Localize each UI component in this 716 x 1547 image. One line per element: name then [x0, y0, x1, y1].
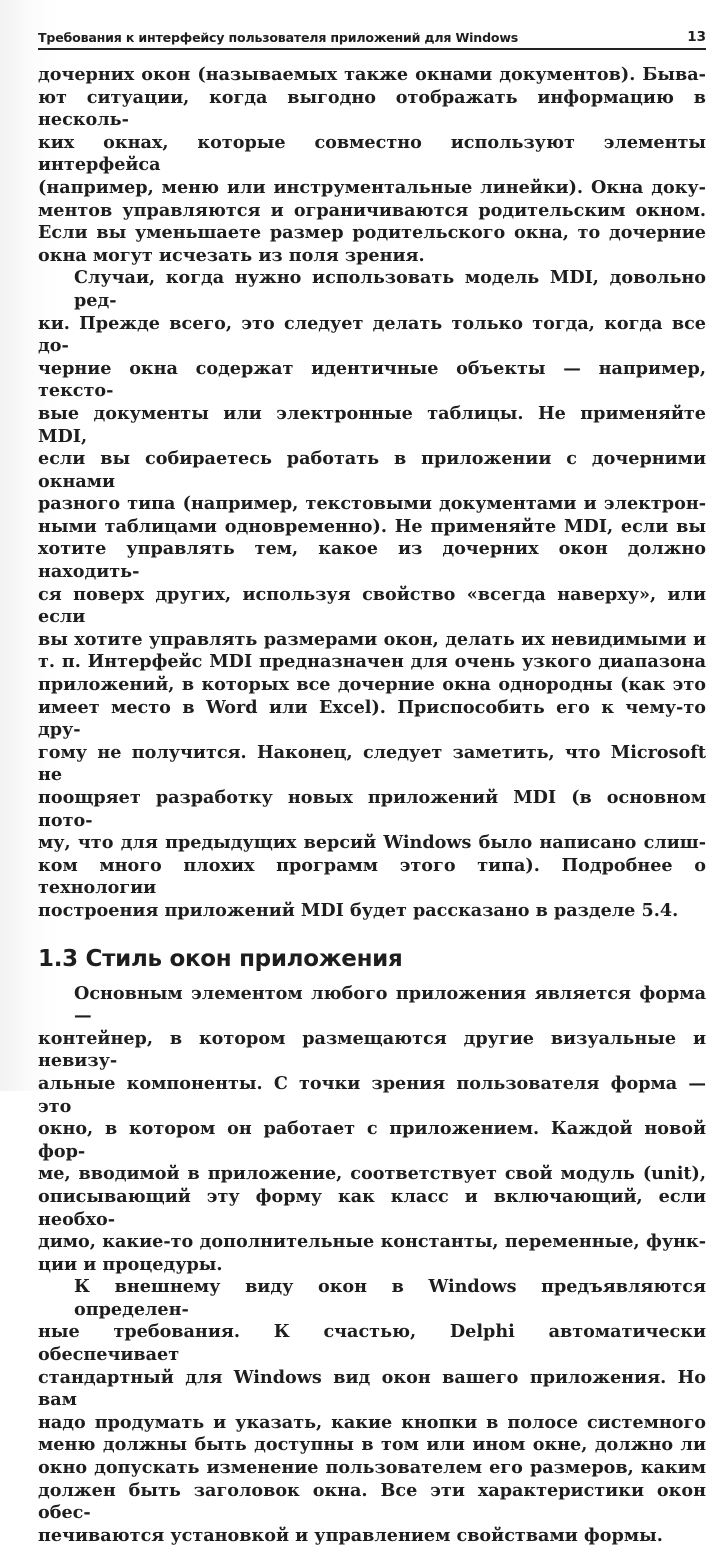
text-line: дочерних окон (называемых также окнами документов). Быва-	[38, 64, 706, 85]
text-line: построения приложений MDI будет рассказано в разделе 5.4.	[38, 899, 679, 921]
text-line: ментов управляются и ограничиваются родительским окном.	[38, 199, 706, 221]
text-line: Случаи, когда нужно использовать модель MDI, довольно ред-	[74, 267, 706, 311]
text-line: вы хотите управлять размерами окон, делать их невидимыми и	[38, 628, 706, 650]
text-line: ции и процедуры.	[38, 1253, 223, 1275]
text-line: окна могут исчезать из поля зрения.	[38, 244, 425, 266]
text-line: Если вы уменьшаете размер родительского окна, то дочерние	[38, 222, 706, 244]
text-line: хотите управлять тем, какое из дочерних окон должно находить-	[38, 538, 706, 583]
paragraph-form-intro	[38, 983, 706, 1277]
paragraph-mdi-usage	[38, 267, 706, 922]
paragraph-window-style	[38, 1276, 706, 1547]
text-line: ся поверх других, используя свойство «всегда наверху», или если	[38, 583, 706, 628]
text-line: ют ситуации, когда выгодно отображать информацию в несколь-	[38, 86, 706, 131]
text-line: если вы собираетесь работать в приложении с дочерними окнами	[38, 448, 706, 492]
text-line: ки. Прежде всего, это следует делать только тогда, когда все до-	[38, 312, 706, 357]
text-line: имеет место в Word или Excel). Приспособить его к чему-то дру-	[38, 696, 706, 741]
text-line: ные требования. К счастью, Delphi автоматически обеспечивает	[38, 1321, 706, 1366]
text-line: окно, в котором он работает с приложением. Каждой новой фор-	[38, 1118, 706, 1162]
text-line: меню должны быть доступны в том или ином окне, должно ли	[38, 1434, 706, 1456]
text-line: му, что для предыдущих версий Windows было написано слиш-	[38, 832, 706, 854]
text-line: разного типа (например, текстовыми документами и электрон-	[38, 493, 706, 515]
text-line: ком много плохих программ этого типа). Подробнее о технологии	[38, 854, 706, 899]
page-number: 13	[687, 29, 706, 45]
text-line: должен быть заголовок окна. Все эти характеристики окон обес-	[38, 1479, 706, 1524]
paragraph-mdi-intro	[38, 64, 706, 267]
text-line: приложений, в которых все дочерние окна однородны (как это	[38, 674, 706, 696]
text-line: контейнер, в котором размещаются другие визуальные и невизу-	[38, 1027, 706, 1072]
text-line: печиваются установкой и управлением свойствами формы.	[38, 1524, 663, 1546]
text-line: ными таблицами одновременно). Не применяйте MDI, если вы	[38, 515, 706, 537]
body-text	[38, 64, 706, 1547]
text-line: т. п. Интерфейс MDI предназначен для очень узкого диапазона	[38, 651, 706, 673]
section-heading: 1.3 Стиль окон приложения	[38, 945, 403, 972]
text-line: описывающий эту форму как класс и включающий, если необхо-	[38, 1185, 706, 1230]
running-head	[38, 26, 706, 50]
text-line: ме, вводимой в приложение, соответствует свой модуль (unit),	[38, 1163, 706, 1185]
text-line: черние окна содержат идентичные объекты — например, тексто-	[38, 357, 706, 402]
text-line: поощряет разработку новых приложений MDI (в основном пото-	[38, 787, 706, 831]
text-line: стандартный для Windows вид окон вашего приложения. Но вам	[38, 1366, 706, 1411]
running-head-title: Требования к интерфейсу пользователя приложений для Windows	[38, 30, 519, 45]
text-line: надо продумать и указать, какие кнопки в полосе системного	[38, 1411, 706, 1433]
text-line: (например, меню или инструментальные линейки). Окна доку-	[38, 176, 706, 198]
text-line: гому не получится. Наконец, следует заметить, что Microsoft не	[38, 741, 706, 786]
text-line: К внешнему виду окон в Windows предъявляются определен-	[74, 1276, 706, 1320]
text-line: альные компоненты. С точки зрения пользователя форма — это	[38, 1072, 706, 1117]
text-line: вые документы или электронные таблицы. Не применяйте MDI,	[38, 402, 706, 447]
text-line: ких окнах, которые совместно используют элементы интерфейса	[38, 131, 706, 176]
text-line: окно допускать изменение пользователем его размеров, каким	[38, 1457, 706, 1479]
text-line: Основным элементом любого приложения является форма —	[74, 982, 706, 1027]
text-line: димо, какие-то дополнительные константы, переменные, функ-	[38, 1231, 706, 1253]
